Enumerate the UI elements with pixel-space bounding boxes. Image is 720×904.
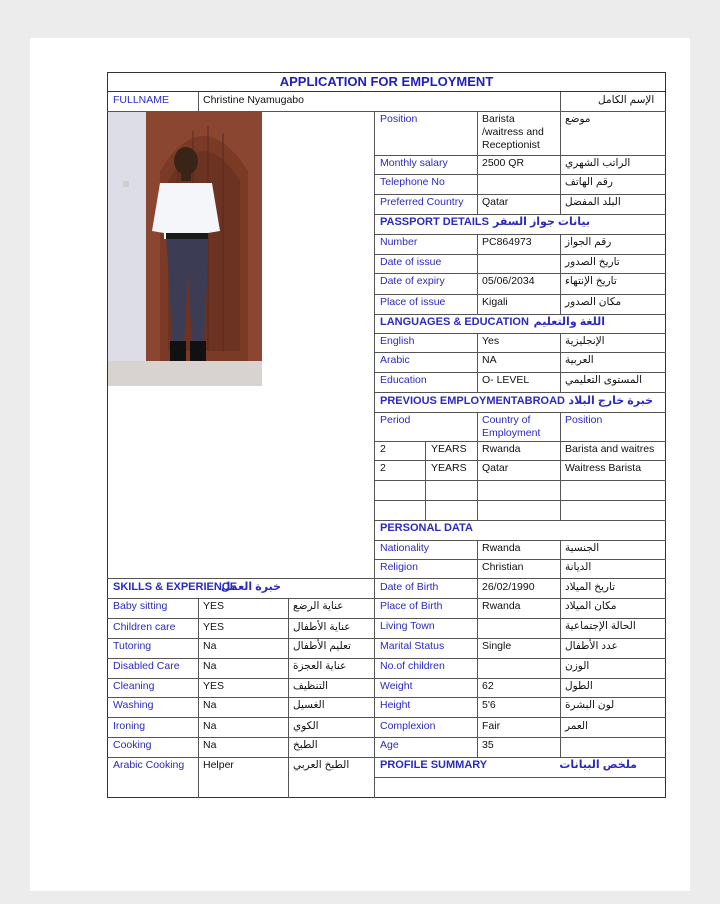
religion-value: Christian [482,561,524,573]
fullname-value: Christine Nyamugabo [203,94,304,106]
personal-heading: PERSONAL DATA [380,522,473,534]
employment-row-2-years: 2 [380,462,386,474]
date-of-expiry-value: 05/06/2034 [482,275,535,287]
place-of-issue-arabic: مكان الصدور [565,296,622,308]
place-of-issue-label: Place of issue [380,296,446,308]
skill-cooking-arabic: الطبخ [293,739,318,751]
languages-heading: LANGUAGES & EDUCATION [380,316,529,328]
date-of-birth-arabic: تاريخ الميلاد [565,581,616,593]
employment-position-header: Position [565,414,603,426]
children-label: No.of children [380,660,445,672]
skill-cleaning-value: YES [203,680,225,692]
skill-disabled-care-arabic: عناية العجزة [293,660,347,672]
profile-summary-heading: PROFILE SUMMARY [380,759,488,771]
telephone-label: Telephone No [380,176,445,188]
employment-row-2-country: Qatar [482,462,509,474]
date-of-birth-label: Date of Birth [380,581,439,593]
monthly-salary-value: 2500 QR [482,157,525,169]
date-of-issue-label: Date of issue [380,256,442,268]
religion-arabic: الديانة [565,561,592,573]
weight-value: 62 [482,680,494,692]
weight-label: Weight [380,680,413,692]
children-arabic: الوزن [565,660,590,672]
skill-arabic-cooking-value: Helper [203,759,234,771]
date-of-issue-arabic: تاريخ الصدور [565,256,620,268]
age-label: Age [380,739,399,751]
date-of-expiry-label: Date of expiry [380,275,445,287]
arabic-arabic: العربية [565,354,594,366]
skill-cooking-value: Na [203,739,217,751]
education-value: O- LEVEL [482,374,530,386]
employment-country-header: Country of Employment [482,414,541,439]
position-value: Barista /waitress and Receptionist [482,113,544,151]
profile-summary-heading-arabic: ملخص البيانات [559,759,637,771]
fullname-arabic: الإسم الكامل [598,94,655,106]
skill-washing-label: Washing [113,699,154,711]
languages-heading-arabic: اللغة والتعليم [533,316,605,328]
skill-tutoring-label: Tutoring [113,640,152,652]
place-of-issue-value: Kigali [482,296,508,308]
height-value: 5'6 [482,699,496,711]
skill-ironing-value: Na [203,720,217,732]
nationality-label: Nationality [380,542,430,554]
skill-washing-arabic: الغسيل [293,699,325,711]
arabic-value: NA [482,354,497,366]
position-label: Position [380,113,418,125]
employment-row-2-position: Waitress Barista [565,462,642,474]
applicant-photo-image [108,111,262,386]
employment-row-2-unit: YEARS [431,462,467,474]
skill-cleaning-arabic: التنظيف [293,680,329,692]
nationality-value: Rwanda [482,542,521,554]
date-of-birth-value: 26/02/1990 [482,581,535,593]
monthly-salary-arabic: الراتب الشهري [565,157,631,169]
skill-children-care-label: Children care [113,621,176,633]
fullname-label: FULLNAME [113,94,170,106]
skill-tutoring-value: Na [203,640,217,652]
skill-cleaning-label: Cleaning [113,680,155,692]
applicant-photo [108,111,262,386]
skill-tutoring-arabic: تعليم الأطفال [293,640,351,652]
preferred-country-label: Preferred Country [380,196,464,208]
telephone-arabic: رقم الهاتف [565,176,613,188]
place-of-birth-value: Rwanda [482,600,521,612]
place-of-birth-arabic: مكان الميلاد [565,600,617,612]
skill-baby-sitting-arabic: عناية الرضع [293,600,344,612]
date-of-expiry-arabic: تاريخ الإنتهاء [565,275,617,287]
skills-heading-arabic: خبرة العمل [220,581,281,593]
skill-baby-sitting-label: Baby sitting [113,600,168,612]
preferred-country-arabic: البلد المفضل [565,196,621,208]
living-town-arabic: الحالة الإجتماعية [565,620,636,632]
employment-heading-arabic: خبرة خارج البلاد [568,395,653,407]
arabic-label: Arabic [380,354,410,366]
living-town-label: Living Town [380,620,435,632]
skill-ironing-label: Ironing [113,720,146,732]
passport-number-label: Number [380,236,418,248]
position-arabic: موضع [565,113,591,125]
employment-heading: PREVIOUS EMPLOYMENTABROAD [380,395,565,407]
complexion-value: Fair [482,720,501,732]
passport-heading-arabic: بيانات جواز السفر [493,216,590,228]
religion-label: Religion [380,561,418,573]
nationality-arabic: الجنسية [565,542,600,554]
employment-row-1-country: Rwanda [482,443,521,455]
english-label: English [380,335,415,347]
passport-heading: PASSPORT DETAILS [380,216,489,228]
skill-baby-sitting-value: YES [203,600,225,612]
skill-arabic-cooking-arabic: الطبخ العربي [293,759,350,771]
form-title: APPLICATION FOR EMPLOYMENT [107,72,666,92]
skill-arabic-cooking-label: Arabic Cooking [113,759,185,771]
marital-status-label: Marital Status [380,640,445,652]
education-arabic: المستوى التعليمي [565,374,643,386]
skill-washing-value: Na [203,699,217,711]
education-label: Education [380,374,427,386]
marital-status-value: Single [482,640,512,652]
skills-heading: SKILLS & EXPERIENCE [113,581,238,593]
height-label: Height [380,699,411,711]
complexion-label: Complexion [380,720,436,732]
marital-status-arabic: عدد الأطفال [565,640,618,652]
employment-row-1-years: 2 [380,443,386,455]
complexion-arabic: العمر [565,720,589,732]
weight-arabic: الطول [565,680,593,692]
monthly-salary-label: Monthly salary [380,157,448,169]
skill-children-care-arabic: عناية الأطفال [293,621,351,633]
english-value: Yes [482,335,500,347]
height-arabic: لون البشرة [565,699,615,711]
skill-disabled-care-label: Disabled Care [113,660,180,672]
employment-row-1-unit: YEARS [431,443,467,455]
skill-disabled-care-value: Na [203,660,217,672]
employment-row-1-position: Barista and waitres [565,443,655,455]
age-value: 35 [482,739,494,751]
english-arabic: الإنجليزية [565,335,605,347]
skill-ironing-arabic: الكوي [293,720,319,732]
skill-children-care-value: YES [203,621,225,633]
skill-cooking-label: Cooking [113,739,152,751]
passport-number-arabic: رقم الجواز [565,236,612,248]
employment-period-header: Period [380,414,411,426]
preferred-country-value: Qatar [482,196,509,208]
passport-number-value: PC864973 [482,236,532,248]
place-of-birth-label: Place of Birth [380,600,443,612]
